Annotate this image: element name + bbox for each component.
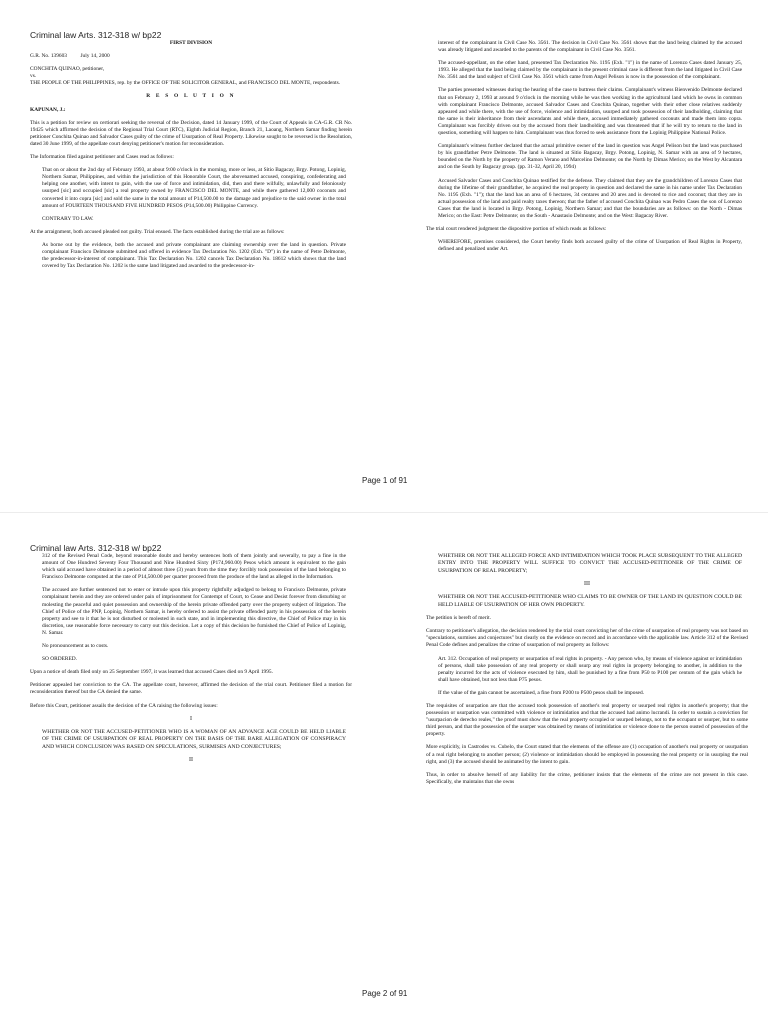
wherefore-paragraph: WHEREFORE, premises considered, the Court hereby finds both accused guilty of the crime of Usurpation of Real Rights in Property, defined and penalized under Art. [438, 239, 742, 253]
issue-numeral-2: II [189, 756, 193, 763]
resolution-heading: R E S O L U T I O N [146, 93, 236, 100]
petitioner-line: CONCHITA QUINAO, petitioner, [30, 66, 105, 73]
witness-further-paragraph: Complainant's witness further declared that the actual primitive owner of the land in question was Angel Pelison but the land was purchased by his grandfather Petre Delmonte. The land is situated at Sitio Bagacay, Brgy. Potong, Lopinig, N. Samar with an area of 9 hectares, bounded on the North by the property of Ramon Verano and Marcelino Delmonte; on the North by Dimas Merico; on the West by Alcantara and on the South by Bagacay group. (pp. 31-32, April 20, 1994) [438, 143, 742, 171]
issue-3: WHETHER OR NOT THE ACCUSED-PETITIONER WHO CLAIMS TO BE OWNER OF THE LAND IN QUESTION COULD BE HELD LIABLE OF USURPATION OF HER OWN PROPERTY. [438, 594, 742, 608]
no-costs: No pronouncement as to costs. [42, 643, 109, 650]
defense-paragraph: Accused Salvador Cases and Conchita Quinao testified for the defense. They claimed that they are the grandchildren of Lorenzo Cases that during the lifetime of their grandfather, he acquired the real property in question and declared the same in his name under Tax Declaration No. 1195 (Exh. "1"); that the land has an area of 6 hectares, 34 centares and 20 ares and is devoted to rice and coconut; that they are in actual possession of the land and paid realty taxes thereon; that the father of accused Conchita Quinao was Pedro Cases the son of Lorenzo Cases that the land is located in Brgy. Potong, Lopinig, Northern Samar; and that the boundaries are as follows: on the North - Dimas Merico; on the East: Petre Delmonte; on the South - Anastasio Delmonte; and on the West: Bagacay River. [438, 177, 742, 219]
arraignment-paragraph: At the arraignment, both accused pleaded not guilty. Trial ensued. The facts established during the trial are as follows: [30, 228, 285, 235]
appeal-paragraph: Petitioner appealed her conviction to the CA. The appellate court, however, affirmed the decision of the trial court. Petitioner filed a motion for reconsideration thereof but the CA denied the same. [30, 682, 352, 696]
issue-2: WHETHER OR NOT THE ALLEGED FORCE AND INTIMIDATION WHICH TOOK PLACE SUBSEQUENT TO THE ALLEGED ENTRY INTO THE PROPERTY WILL SUFFICE TO CONVICT THE ACCUSED-PETITIONER OF THE CRIME OF USURPATION OF REAL PROPERTY; [438, 553, 742, 574]
absolve-paragraph: Thus, in order to absolve herself of any liability for the crime, petitioner insists that the elements of the crime are not present in this case. Specifically, she maintains that she owns [426, 771, 748, 785]
versus-line: vs. [30, 73, 37, 80]
page-header: Criminal law Arts. 312-318 w/ bp22 [30, 543, 162, 553]
requisites-paragraph: The requisites of usurpation are that the accused took possession of another's real property or usurped real rights in another's property; that the possession or usurpation was committed with violence or intimidation and that the accused had animo lucrandi. In order to sustain a conviction for "usurpacion de derecho reales," the proof must show that the real property occupied or usurped belongs, not to the occupant or usurper, but to some third person, and that the possession of the usurper was obtained by means of intimidation or violence done to the person ousted of possession of the property. [426, 702, 748, 738]
castrodes-paragraph: More explicitly, in Castrodes vs. Cubelo, the Court stated that the elements of the offense are (1) occupation of another's real property or usurpation of a real right belonging to another person; (2) violence or intimidation should be employed in possessing the real property or in usurping the real right, and (3) the accused should be animated by the intent to gain. [426, 744, 748, 765]
intro-paragraph: This is a petition for review on certiorari seeking the reversal of the Decision, dated 14 January 1999, of the Court of Appeals in CA-G.R. CR No. 19425 which affirmed the decision of the Regional Trial Court (RTC), Eighth Judicial Region, Branch 21, Laoang, Northern Samar finding herein petitioner Conchita Quinao and Salvador Cases guilty of the crime of Usurpation of Real Property. Likewise sought to be reversed is the Resolution, dated 30 June 1999, of the appellate court denying petitioner's motion for reconsideration. [30, 119, 352, 147]
issue-1: WHETHER OR NOT THE ACCUSED-PETITIONER WHO IS A WOMAN OF AN ADVANCE AGE COULD BE HELD LIABLE OF THE CRIME OF USURPATION OF REAL PROPERTY ON THE BASIS OF THE BARE ALLEGATION OF CONSPIRACY AND WHICH CONCLUSION WAS BASED ON SPECULATIONS, SURMISES AND CONJECTURES; [42, 728, 346, 750]
page-1-right-column [426, 40, 748, 472]
page-number: Page 1 of 91 [362, 476, 408, 485]
dispositive-continued: 312 of the Revised Penal Code, beyond reasonable doubt and hereby sentences both of them jointly and severally, to pay a fine in the amount of One Hundred Seventy Four Thousand and Nine Hundred Sixty (P174,960.00) Pesos which amount is equivalent to the gain which said accused have obtained in a period of almost three (3) years from the time they forcibly took possession of the land belonging to Francisco Delmonte computed at the rate of P14,500.00 per quarter proceed from the produce of the land as alleged in the Information. [42, 553, 346, 581]
ponente: KAPUNAN, J.: [30, 106, 66, 113]
information-quote: That on or about the 2nd day of February 1993, at about 9:00 o'clock in the morning, more or less, at Sitio Bagacay, Brgy. Potong, Lopinig, Northern Samar, Philippines, and within the jurisdiction of this Honorable Court, the abovenamed accused, conspiring, confederating and helping one another, with intent to gain, with the use of force and intimidation, did, then and there wilfully, unlawfully and feloniously usurped [sic] and occupied [sic] a real property owned by FRANCISCO DEL MONTE, and while there gathered 12,000 coconuts and converted it into copra [sic] and sold the same in the total amount of P14,500.00 to the damage and prejudice to the said owner in the total amount of FOURTEEN THOUSAND FIVE HUNDRED PESOS (P14,500.00) Philippine Currency. [42, 167, 346, 209]
contrary-paragraph: Contrary to petitioner's allegation, the decision rendered by the trial court convicting her of the crime of usurpation of real property was not based on "speculations, surmises and conjectures" but clearly on the evidence on record and in accordance with the applicable law. Article 312 of the Revised Penal Code defines and penalizes the crime of usurpation of real property as follows: [426, 628, 748, 649]
information-paragraph: The Information filed against petitioner and Cases read as follows: [30, 154, 174, 161]
page-1-left-column [30, 40, 352, 472]
page-2-right-column [426, 553, 748, 985]
bereft-of-merit: The petition is bereft of merit. [426, 615, 491, 622]
issues-intro: Before this Court, petitioner assails the decision of the CA raising the following issues: [30, 702, 218, 709]
dispositive-order: The accused are further sentenced not to enter or intrude upon this property rightfully adjudged to belong to Francisco Delmonte, private complainant herein and they are ordered under pain of imprisonment for Contempt of Court, to Cease and Desist forever from disturbing or molesting the peaceful and quiet possession and ownership of the herein private offended party over the property subject of litigation. The Chief of Police of the PNP, Lopinig, Northern Samar, is hereby ordered to assist the private offended party in his possession of the herein property and see to it that he is not disturbed or molested in such state, and in implementing this directive, the Chief of Police may in his discretion, use reasonable force necessary to carry out this decision. Let a copy of this decision be furnished the Chief of Police of Lopinig, N. Samar. [42, 587, 346, 636]
witness-paragraph: The parties presented witnesses during the hearing of the case to buttress their claims. Complainant's witness Bienvenido Delmonte declared that on February 2, 1993 at around 9 o'clock in the morning while he was then working in the agricultural land which he owns in common with complainant Francisco Delmonte, accused Salvador Cases and Conchita Quinao, together with their other close relatives suddenly appeared and while there, with the use of force, violence and intimidation, usurped and took possession of their landholding, claiming that the same is their inheritance from their ascendants and while there, accused immediately gathered coconuts and made them into copra. Complainant was forcibly driven out by the accused from their landholding and was threatened that if he will try to return to the land in question, something will happen to him. Complainant was thus forced to seek assistance from the Lopinig Philippine National Police. [438, 87, 742, 137]
issue-numeral-1: I [190, 715, 192, 722]
document-page-2 [0, 512, 768, 1025]
division-heading: FIRST DIVISION [169, 40, 213, 46]
page-header: Criminal law Arts. 312-318 w/ bp22 [30, 30, 162, 40]
issue-numeral-3: III [584, 581, 590, 588]
appellant-paragraph: The accused-appellant, on the other hand, presented Tax Declaration No. 1195 (Exh. "1") in the name of Lorenzo Cases dated January 25, 1993. He alleged that the land being claimed by the complainant in the present criminal case is different from the land litigated in Civil Case No. 3561 and the land subject of Civil Case No. 3561 which came from Angel Pelison is now in the possession of the complainant. [438, 60, 742, 81]
notice-of-death: Upon a notice of death filed only on 25 September 1997, it was learned that accused Cases died on 9 April 1995. [30, 669, 273, 676]
respondents-line: THE PEOPLE OF THE PHILIPPINES, rep. by the OFFICE OF THE SOLICITOR GENERAL, and FRANCISCO DEL MONTE, respondents. [30, 80, 341, 87]
so-ordered: SO ORDERED. [42, 656, 78, 663]
document-page-1 [0, 0, 768, 512]
gr-number-line: G.R. No. 139603 July 14, 2000 [30, 53, 110, 60]
article-312-quote: Art. 312. Occupation of real property or usurpation of real rights in property. - Any person who, by means of violence against or intimidation of persons, shall take possession of any real property or shall usurp any real rights in property belonging to another, in addition to the penalty incurred for the acts of violence executed by him, shall be punished by a fine from P50 to P100 per centum of the gain which he shall have obtained, but not less than P75 pesos. [438, 655, 742, 683]
contrary-to-law: CONTRARY TO LAW. [42, 215, 94, 222]
facts-quote: As borne out by the evidence, both the accused and private complainant are claiming ownership over the land in question. Private complainant Francisco Delmonte submitted and offered in evidence Tax Declaration No. 1202 (Exh. "D") in the name of Petre Delmonte, the predecessor-in-interest of complainant. This Tax Declaration No. 1202 cancels Tax Declaration No. 18612 which shows that the land covered by Tax Declaration No. 1202 is the same land litigated and awarded to the predecessor-in- [42, 241, 346, 270]
facts-quote-continued: interest of the complainant in Civil Case No. 3561. The decision in Civil Case No. 3561 shows that the land being claimed by the accused was already litigated and awarded to the parents of the complainant in Civil Case No. 3561. [438, 40, 742, 54]
judgment-intro: The trial court rendered judgment the dispositive portion of which reads as follows: [426, 226, 607, 233]
page-number: Page 2 of 91 [362, 989, 408, 998]
article-312-fine: If the value of the gain cannot be ascertained, a fine from P200 to P500 pesos shall be imposed. [438, 689, 644, 696]
page-2-left-column [30, 553, 352, 985]
